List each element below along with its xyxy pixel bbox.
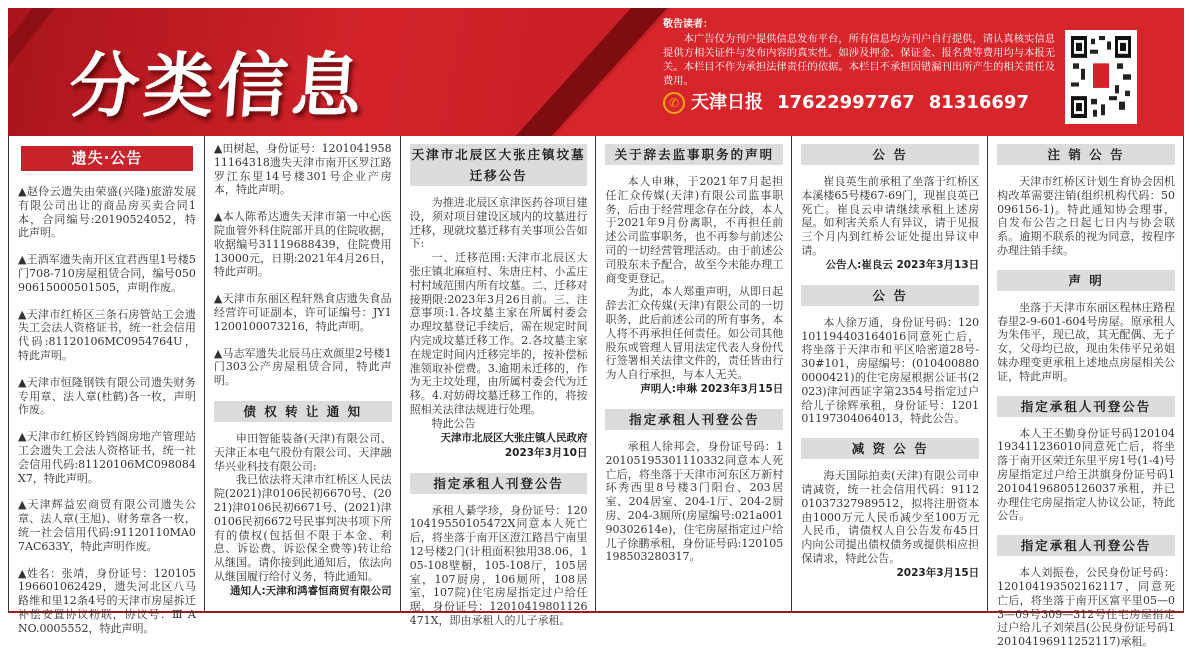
notice-paragraph: 承租人綦学珍，身份证号：12010419550105472X同意本人死亡后，将坐落于南开区澄江路昌宁南里12号楼2门(计租面积独用38.06，105-108壁橱，105-108厅，105居室，107厨房，106厕所，108居室，107院)住宅房屋指定过户给任琚，身份证号：12010419801126471X，即由承租人的儿子承租。 — [409, 503, 588, 627]
notice-signature: 2023年3月10日 — [504, 446, 588, 459]
spacer — [997, 384, 1175, 394]
classified-item: ▲天津市东丽区程轩熟食店遗失食品经营许可证副本，许可证编号：JY11200100073216，特此声明。 — [213, 292, 392, 333]
spacer — [801, 426, 979, 436]
notice-title: 关于辞去监事职务的声明 — [605, 144, 783, 165]
notice-title: 声 明 — [997, 270, 1175, 291]
classified-item: ▲赵伶云遗失由荣盛(兴隆)旅游发展有限公司出让的商品房买卖合同1本，合同编号:20190524052，特此声明。 — [18, 185, 196, 240]
classified-item: ▲本人陈希达遗失天津市第一中心医院血管外科住院部开具的住院收据，收据编号31119688439，住院费用13000元，日期:2021年4月26日，特此声明。 — [213, 210, 392, 279]
classified-item: ▲天津市红桥区三条石房管站工会遗失工会法人资格证书，统一社会信用代码:81120106MC0954764U，特此声明。 — [18, 307, 196, 362]
column-1 — [9, 136, 205, 635]
section-title: 分类信息 — [66, 45, 369, 127]
notice-paragraph: 海天国际拍卖(天津)有限公司申请减资，统一社会信用代码：911201037327989512，拟将注册资本由1000万元人民币减少至100万元人民币，请债权人自公告发布45日内向公司提出债权债务或提供相应担保请求，特此公告。 — [801, 469, 980, 565]
spacer — [997, 523, 1175, 533]
notice-paragraph: 我已依法将天津市红桥区人民法院(2021)津0106民初6670号、(2021)津0106民初6671号、(2021)津0106民初6672号民事判决书项下所有的债权(包括但不限于本金、利息、诉讼费、诉讼保全费等)转让给从继国。请你接到此通知后，依法向从继国履行给付义务，特此通知。 — [213, 473, 392, 583]
notice-paragraph: 本人刘振卷，公民身份证号码：120104193502162117，同意死亡后，将坐落于南开区富平里05—03—09号309—312号住宅房屋指定过户给儿子刘荣昌(公民身份证号码120104196911252117)承租。 — [997, 566, 1175, 649]
classified-item: ▲田树起，身份证号：120104195811164318遗失天津市南开区罗江路罗江东里14号楼301号企业产房本，特此声明。 — [213, 142, 392, 197]
notice-title: 公 告 — [801, 144, 979, 165]
column-2 — [205, 136, 401, 611]
notice-title: 注 销 公 告 — [997, 144, 1175, 165]
notice-title: 指定承租人刊登公告 — [410, 473, 588, 494]
classified-item: ▲天津市恒隆钢铁有限公司遗失财务专用章、法人章(杜鹤)各一枚，声明作废。 — [18, 375, 196, 417]
notice-title: 指定承租人刊登公告 — [997, 396, 1175, 417]
notice-paragraph: 特此公告 — [431, 416, 476, 430]
spacer — [997, 258, 1175, 268]
brand-name: 天津日报 — [691, 92, 763, 113]
page-header-banner — [8, 8, 1184, 136]
notice-paragraph: 一、迁移范围:天津市北辰区大张庄镇北麻疸村、朱唐庄村、小孟庄村村域范围内所有坟墓。二、迁移对接期限:2023年3月26日前。三、注意事项:1.各坟墓主家在所属村委会办理坟墓登记手续后，需在规定时间内完成坟墓迁移工作。2.各坟墓主家在规定时间内迁移完毕的，按补偿标准领取补偿费。3.逾期未迁移的，作为无主坟处理，由所属村委会代为迁移。4.对妨碍坟墓迁移工作的，将按照相关法律法规进行处理。 — [409, 251, 588, 416]
notice-signature: 天津市北辰区大张庄镇人民政府 — [440, 431, 588, 444]
phone-number-2: 81316697 — [928, 92, 1029, 113]
spacer — [801, 273, 979, 283]
classified-columns — [8, 136, 1184, 649]
reader-notice — [663, 18, 1055, 88]
notice-paragraph: 崔良英生前承租了坐落于红桥区本溪楼65号楼67-69门，现崔良英已死亡。崔良云申请继续承租上述房屋。如利害关系人有异议，请于见报三个月内到红桥公证处提出异议申请。 — [801, 175, 980, 257]
notice-and-contact — [663, 18, 1055, 114]
decorative-stripe — [8, 8, 70, 136]
contact-line — [663, 92, 1055, 114]
column-4 — [596, 136, 792, 611]
notice-title: 债 权 转 让 通 知 — [214, 401, 392, 422]
classified-item: ▲王酒军遗失南开区宜君西里1号楼5门708-710房屋租赁合同，编号05090615000501505，声明作废。 — [18, 253, 196, 294]
notice-label: 敬告读者： — [663, 19, 713, 30]
notice-paragraph: 申田智能装备(天津)有限公司、天津正本电气股份有限公司、天津融华兴业科技有限公司: — [213, 431, 392, 473]
classified-item: ▲天津辉益宏商贸有限公司遗失公章、法人章(王旭)、财务章各一枚，统一社会信用代码:91120110MA07AC633Y，特此声明作废。 — [18, 498, 196, 553]
notice-title: 天津市北辰区大张庄镇坟墓迁移公告 — [410, 144, 588, 186]
column-5 — [792, 136, 988, 611]
notice-paragraph: 为此，本人郑重声明，从即日起辞去汇众传媒(天津)有限公司的一切职务，此后前述公司的所有事务，本人将不再承担任何责任。如公司其他股东或管理人冒用法定代表人身份代行签署相关法律文件的，责任皆由行为人自行承担，与本人无关。 — [605, 285, 784, 382]
notice-paragraph: 本人申琳，于2021年7月起担任汇众传媒(天津)有限公司监事职务，后由于经营理念存在分歧，本人于2021年9月份离职，不再担任前述公司监事职务，也不再参与前述公司的一切经营管理活动。由于前述公司股东未予配合，故至今未能办理工商变更登记。 — [605, 175, 784, 285]
notice-signature: 通知人:天津和鸿睿恒商贸有限公司 — [229, 584, 392, 597]
notice-paragraph: 本人徐万通，身份证号码：120101194403164016同意死亡后，将坐落于天津市和平区哈密道28号-30#101，房屋编号：(0104008800000421)的住宅房屋根据公证书(2023)津河西证字第2354号指定过户给儿子徐辉承租，身份证号：120101197304064013，特此公告。 — [801, 315, 980, 426]
classified-item: ▲姓名：张靖，身份证号：120105196601062429，遗失河北区八马路维和里12条4号的天津市房屋拆迁补偿安置协议粉联，协议号：Ⅲ A NO.0005552，特此声明。 — [18, 566, 196, 635]
notice-paragraph: 承租人徐邦会，身份证号码：120105195301110332同意本人死亡后，将坐落于天津市河东区万新村环秀西里8号楼3门阳台、203居室、204居室、204-1厅、204-2厨房、204-3厕所(房屋编号:021a00190302614e)，住宅房屋指定过户给儿子徐鹏承租，身份证号码:120105198503280317。 — [605, 439, 784, 564]
notice-signature: 2023年3月15日 — [896, 566, 980, 579]
phone-number-1: 17622997767 — [777, 92, 915, 113]
notice-title: 公 告 — [801, 285, 979, 306]
spacer — [410, 461, 588, 471]
phone-icon: ✆ — [663, 92, 685, 114]
notice-signature: 声明人:申琳 2023年3月15日 — [640, 382, 784, 395]
column-6 — [988, 136, 1183, 649]
qr-code — [1065, 30, 1137, 124]
notice-paragraph: 坐落于天津市东丽区程林庄路程春里2-9-601-604号房屋。原承租人为朱伟平，现已故，其无配偶、无子女，父母均已故，现由朱伟平兄弟姐妹办理变更承租上述地点房屋相关公证，特此声明。 — [997, 300, 1175, 383]
notice-text: 本广告仅为刊户提供信息发布平台，所有信息均为刊户自行提供，请认真核实信息提供方相关证件与发布内容的真实性。如涉及押金、保证金、报名费等费用均与本报无关。本栏目不作为承担法律责任的依据。本栏目不承担因错漏刊出所产生的相关责任及费用。 — [663, 33, 1055, 87]
spacer — [605, 397, 783, 407]
notice-title: 指定承租人刊登公告 — [605, 409, 783, 430]
notice-signature: 公告人:崔良云 2023年3月13日 — [825, 258, 980, 271]
column-3 — [401, 136, 597, 627]
notice-paragraph: 为推进北辰区京津医药谷项目建设，须对项目建设区域内的坟墓进行迁移，现就坟墓迁移有关事项公告如下: — [409, 196, 588, 251]
notice-title: 减 资 公 告 — [801, 438, 979, 459]
qr-code-icon — [1071, 36, 1131, 118]
classified-item: ▲天津市红桥区铃铛阁房地产管理站工会遗失工会法人资格证书，统一社会信用代码:81120106MC098084X7，特此声明。 — [18, 430, 196, 485]
classified-item: ▲马志军遗失北辰马庄欢颜里2号楼1门303公产房屋租赁合同，特此声明。 — [213, 346, 392, 388]
category-title: 遗失·公告 — [21, 146, 193, 171]
notice-title: 指定承租人刊登公告 — [997, 535, 1175, 556]
notice-paragraph: 本人王丕勤身份证号码120104193411236010同意死亡后，将坐落于南开区荣迁东里平房1号(1-4)号房屋指定过户给王洪旗身份证号码120104196805126037承租，并已办理住宅房屋指定人协议公证，特此公告。 — [997, 426, 1175, 523]
notice-paragraph: 天津市红桥区计划生育协会因机构改革需要注销(组织机构代码：50096156-1)。特此通知协会理事，自发布公告之日起七日内与协会联系。逾期不联系的视为同意，按程序办理注销手续。 — [997, 175, 1175, 257]
